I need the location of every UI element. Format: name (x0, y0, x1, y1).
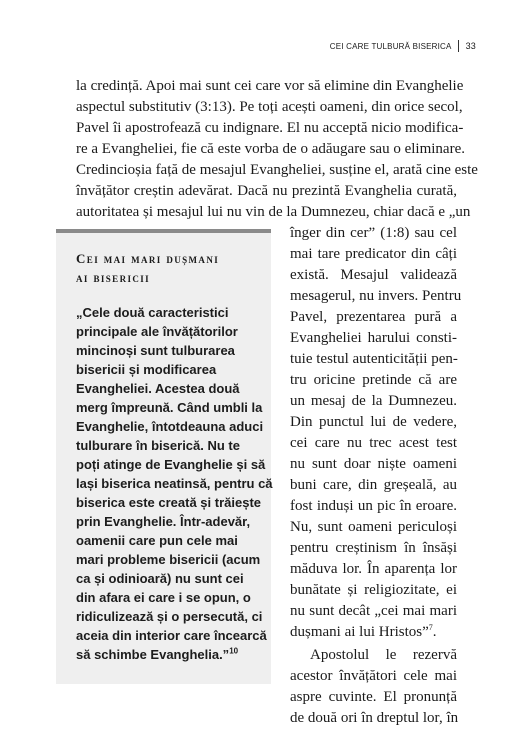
quote-line: „Cele două caracteristici (76, 305, 229, 320)
quote-line (76, 645, 266, 665)
body-line: înger din cer” (1:8) sau cel (290, 225, 457, 241)
quote-line: din afara ei care i se opun, o (76, 590, 251, 605)
body-line: un mesaj de la Dumnezeu. (290, 393, 457, 409)
quote-text: să schimbe Evanghelia.” (76, 647, 230, 662)
quote-line: Evanghelie, întotdeauna aduci (76, 419, 264, 434)
quote-line: merg împreună. Când umbli la (76, 400, 263, 415)
body-line: fost induși un pic în eroare. (290, 498, 457, 514)
page-number: 33 (465, 41, 476, 51)
body-line: mesagerul, nu invers. Pentru (290, 288, 462, 304)
body-line: Pavel, prezentarea pură a (290, 309, 457, 325)
quote-line: mari probleme bisericii (acum (76, 552, 261, 567)
body-line: mai tare predicator din câți (290, 246, 457, 262)
quote-line: prin Evanghelie. Într-adevăr, (76, 514, 251, 529)
running-title: CEI CARE TULBURĂ BISERICA (329, 41, 452, 51)
body-line: măduva lor. În aparența lor (290, 561, 457, 577)
quote-line: mincinoși sunt tulburarea (76, 343, 235, 358)
body-line: tru oricine pretinde că are (290, 372, 457, 388)
quote-line: ca și odinioară) nu sunt cei (76, 571, 244, 586)
body-line: nu sunt doar niște oameni (290, 456, 457, 472)
running-header (300, 40, 476, 52)
body-line: de două ori în dreptul lor, în (290, 710, 459, 726)
quote-line: Evangheliei. Acestea două (76, 381, 240, 396)
body-line: există. Mesajul validează (290, 267, 457, 283)
body-line: autoritatea și mesajul lui nu vin de la Dumnezeu, chiar dacă e „un (76, 204, 471, 220)
quote-line: bisericii și modificarea (76, 362, 217, 377)
body-line: aspre cuvinte. El pronunță (290, 689, 457, 705)
body-line: pentru creștinism în însăși (290, 540, 457, 556)
body-line: aspectul substitutiv (3:13). Pe toți acești oameni, din orice secol, (76, 99, 463, 115)
quote-line: ridiculizează și o persecută, ci (76, 609, 263, 624)
body-line: acestor învățători cele mai (290, 668, 457, 684)
body-line: Credincioșia față de mesajul Evangheliei, susține el, arată cine este (76, 162, 478, 178)
body-line: învățător creștin adevărat. Dacă nu prezintă Evanghelia curată, (76, 183, 457, 199)
quote-footnote-marker: 10 (229, 646, 239, 656)
body-line (290, 622, 457, 642)
body-text: . (432, 624, 437, 640)
body-line: buni care, din greșeală, au (290, 477, 457, 493)
header-divider (458, 40, 459, 52)
body-line: Apostolul le rezervă (310, 647, 457, 663)
body-line: tuie testul autenticității pen- (290, 351, 458, 367)
quote-line: lași biserica neatinsă, pentru că (76, 476, 273, 491)
body-line: Din punctul lui de vedere, (290, 414, 457, 430)
quote-line: aceia din interior care încearcă (76, 628, 267, 643)
body-line: Nu, sunt oameni periculoși (290, 519, 457, 535)
quote-line: biserica este creată și trăiește (76, 495, 262, 510)
quote-line: tulburare în biserică. Nu te (76, 438, 240, 453)
quote-line: principale ale învățătorilor (76, 324, 238, 339)
body-line: Evangheliei harului consti- (290, 330, 457, 346)
sidebar-title-line: Cei mai mari dușmani (76, 251, 220, 266)
body-line: cei care nu trec acest test (290, 435, 457, 451)
body-line: nu sunt decât „cei mai mari (290, 603, 457, 619)
body-text: dușmani ai lui Hristos” (290, 624, 429, 640)
body-line: re a Evangheliei, fie că este vorba de o adăugare sau o eliminare. (76, 141, 465, 157)
body-line: la credință. Apoi mai sunt cei care vor să elimine din Evanghelie (76, 78, 464, 94)
quote-line: poți atinge de Evanghelie și să (76, 457, 266, 472)
body-line: bunătate și religiozitate, ei (290, 582, 457, 598)
body-line: Pavel îi apostrofează cu indignare. El nu acceptă nicio modifica- (76, 120, 464, 136)
footnote-marker: 7 (428, 623, 433, 632)
sidebar-title-line: ai bisericii (76, 270, 151, 285)
quote-line: oamenii care pun cele mai (76, 533, 238, 548)
